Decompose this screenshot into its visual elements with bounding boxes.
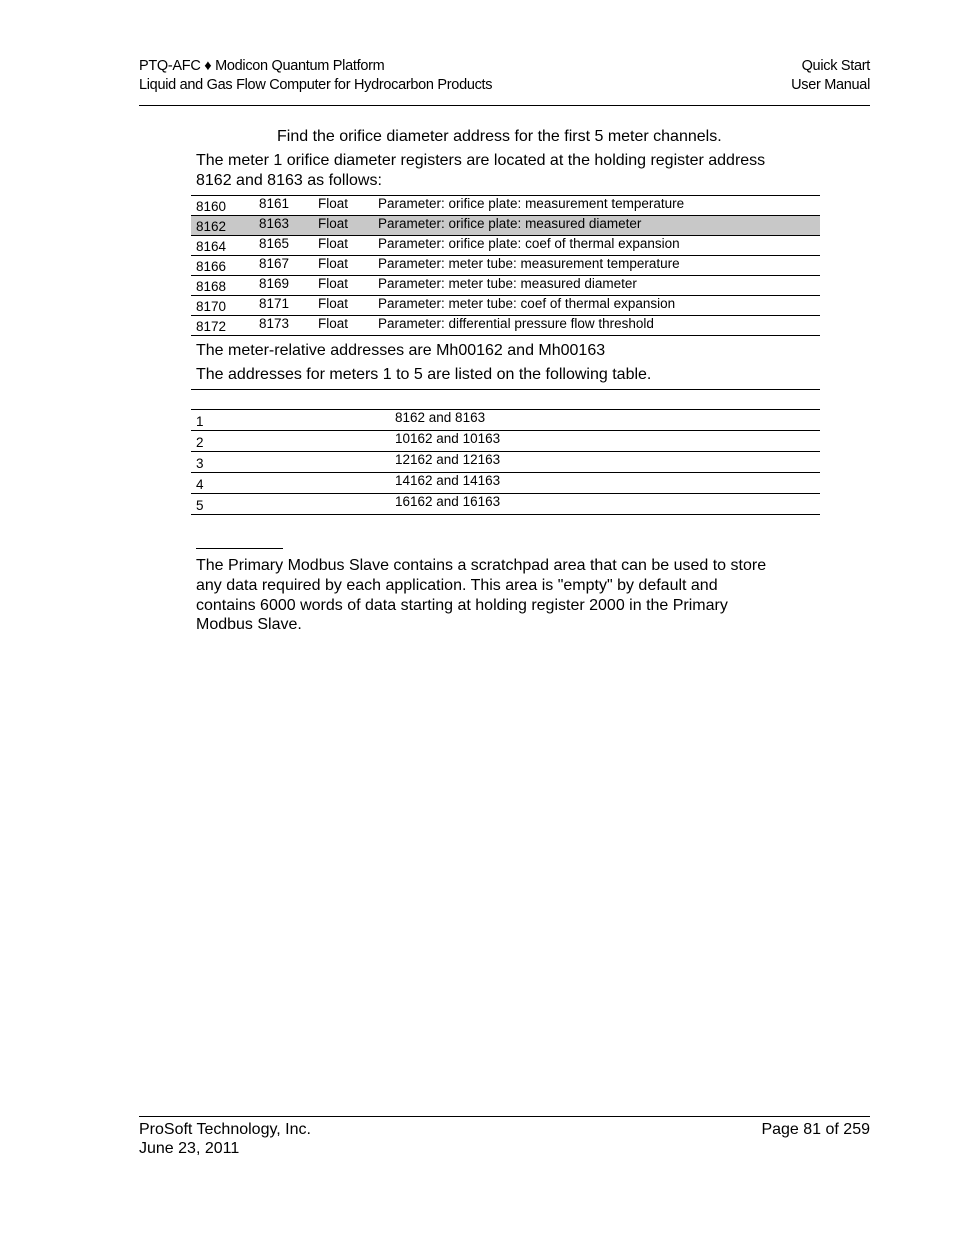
register-type-cell: Float xyxy=(318,236,378,256)
meter-addresses-cell: 10162 and 10163 xyxy=(395,431,820,452)
register-type-cell: Float xyxy=(318,316,378,336)
register-end-cell: 8169 xyxy=(259,276,318,296)
footer-left xyxy=(139,1120,311,1158)
header-product-subtitle: Liquid and Gas Flow Computer for Hydrocarbon Products xyxy=(139,77,493,93)
header-section-name: Quick Start xyxy=(801,58,870,74)
intro-text-line2: 8162 and 8163 as follows: xyxy=(196,172,382,189)
register-description-cell: Parameter: meter tube: measurement temperature xyxy=(378,256,820,276)
header-document-type: User Manual xyxy=(791,77,870,93)
register-row xyxy=(191,296,820,316)
meter-table-header-row xyxy=(191,390,820,410)
register-row xyxy=(191,316,820,336)
meter-addresses-cell: 16162 and 16163 xyxy=(395,494,820,515)
scratchpad-paragraph xyxy=(196,556,816,635)
section-divider xyxy=(196,548,283,549)
register-row xyxy=(191,216,820,236)
register-row xyxy=(191,196,820,216)
meter-row xyxy=(191,452,820,473)
register-type-cell: Float xyxy=(318,196,378,216)
register-end-cell: 8163 xyxy=(259,216,318,236)
meter-number-cell: 2 xyxy=(191,431,395,452)
register-row xyxy=(191,276,820,296)
meter-number-cell: 4 xyxy=(191,473,395,494)
footer-page-number: Page 81 of 259 xyxy=(761,1121,870,1138)
page-footer xyxy=(139,1116,870,1157)
meter-addresses-cell: 14162 and 14163 xyxy=(395,473,820,494)
meter-row xyxy=(191,473,820,494)
meter-address-table xyxy=(191,389,820,515)
header-right xyxy=(791,57,870,95)
meter-list-intro-text: The addresses for meters 1 to 5 are listed on the following table. xyxy=(196,366,652,383)
register-end-cell: 8167 xyxy=(259,256,318,276)
register-description-cell: Parameter: orifice plate: measurement temperature xyxy=(378,196,820,216)
meter-number-cell: 5 xyxy=(191,494,395,515)
meter-row xyxy=(191,410,820,431)
step-instruction: Find the orifice diameter address for the first 5 meter channels. xyxy=(277,128,722,145)
footer-company: ProSoft Technology, Inc. xyxy=(139,1121,311,1138)
register-description-cell: Parameter: differential pressure flow threshold xyxy=(378,316,820,336)
header-product-title: PTQ-AFC ♦ Modicon Quantum Platform xyxy=(139,58,385,74)
register-start-cell: 8172 xyxy=(191,316,259,336)
register-row xyxy=(191,256,820,276)
meter-row xyxy=(191,494,820,515)
page-header xyxy=(139,57,870,106)
register-end-cell: 8165 xyxy=(259,236,318,256)
register-start-cell: 8170 xyxy=(191,296,259,316)
relative-address-text: The meter-relative addresses are Mh00162 and Mh00163 xyxy=(196,342,606,359)
meter-number-cell: 3 xyxy=(191,452,395,473)
register-row xyxy=(191,236,820,256)
meter-addresses-cell: 8162 and 8163 xyxy=(395,410,820,431)
scratchpad-line: Modbus Slave. xyxy=(196,616,302,634)
register-type-cell: Float xyxy=(318,276,378,296)
register-description-cell: Parameter: orifice plate: coef of thermal expansion xyxy=(378,236,820,256)
register-end-cell: 8173 xyxy=(259,316,318,336)
register-end-cell: 8161 xyxy=(259,196,318,216)
meter-row xyxy=(191,431,820,452)
register-start-cell: 8162 xyxy=(191,216,259,236)
scratchpad-line: The Primary Modbus Slave contains a scratchpad area that can be used to store xyxy=(196,557,767,574)
register-type-cell: Float xyxy=(318,256,378,276)
meter-number-cell: 1 xyxy=(191,410,395,431)
register-start-cell: 8160 xyxy=(191,196,259,216)
register-table xyxy=(191,195,820,336)
register-start-cell: 8166 xyxy=(191,256,259,276)
register-start-cell: 8168 xyxy=(191,276,259,296)
header-left xyxy=(139,57,492,95)
register-description-cell: Parameter: meter tube: coef of thermal expansion xyxy=(378,296,820,316)
register-description-cell: Parameter: orifice plate: measured diameter xyxy=(378,216,820,236)
register-description-cell: Parameter: meter tube: measured diameter xyxy=(378,276,820,296)
scratchpad-line: contains 6000 words of data starting at holding register 2000 in the Primary xyxy=(196,596,728,614)
register-end-cell: 8171 xyxy=(259,296,318,316)
intro-text-line1: The meter 1 orifice diameter registers are located at the holding register address xyxy=(196,152,766,169)
scratchpad-line: any data required by each application. This area is "empty" by default and xyxy=(196,576,718,594)
footer-right xyxy=(761,1120,870,1139)
register-type-cell: Float xyxy=(318,296,378,316)
footer-date: June 23, 2011 xyxy=(139,1140,240,1157)
register-start-cell: 8164 xyxy=(191,236,259,256)
register-type-cell: Float xyxy=(318,216,378,236)
meter-addresses-cell: 12162 and 12163 xyxy=(395,452,820,473)
